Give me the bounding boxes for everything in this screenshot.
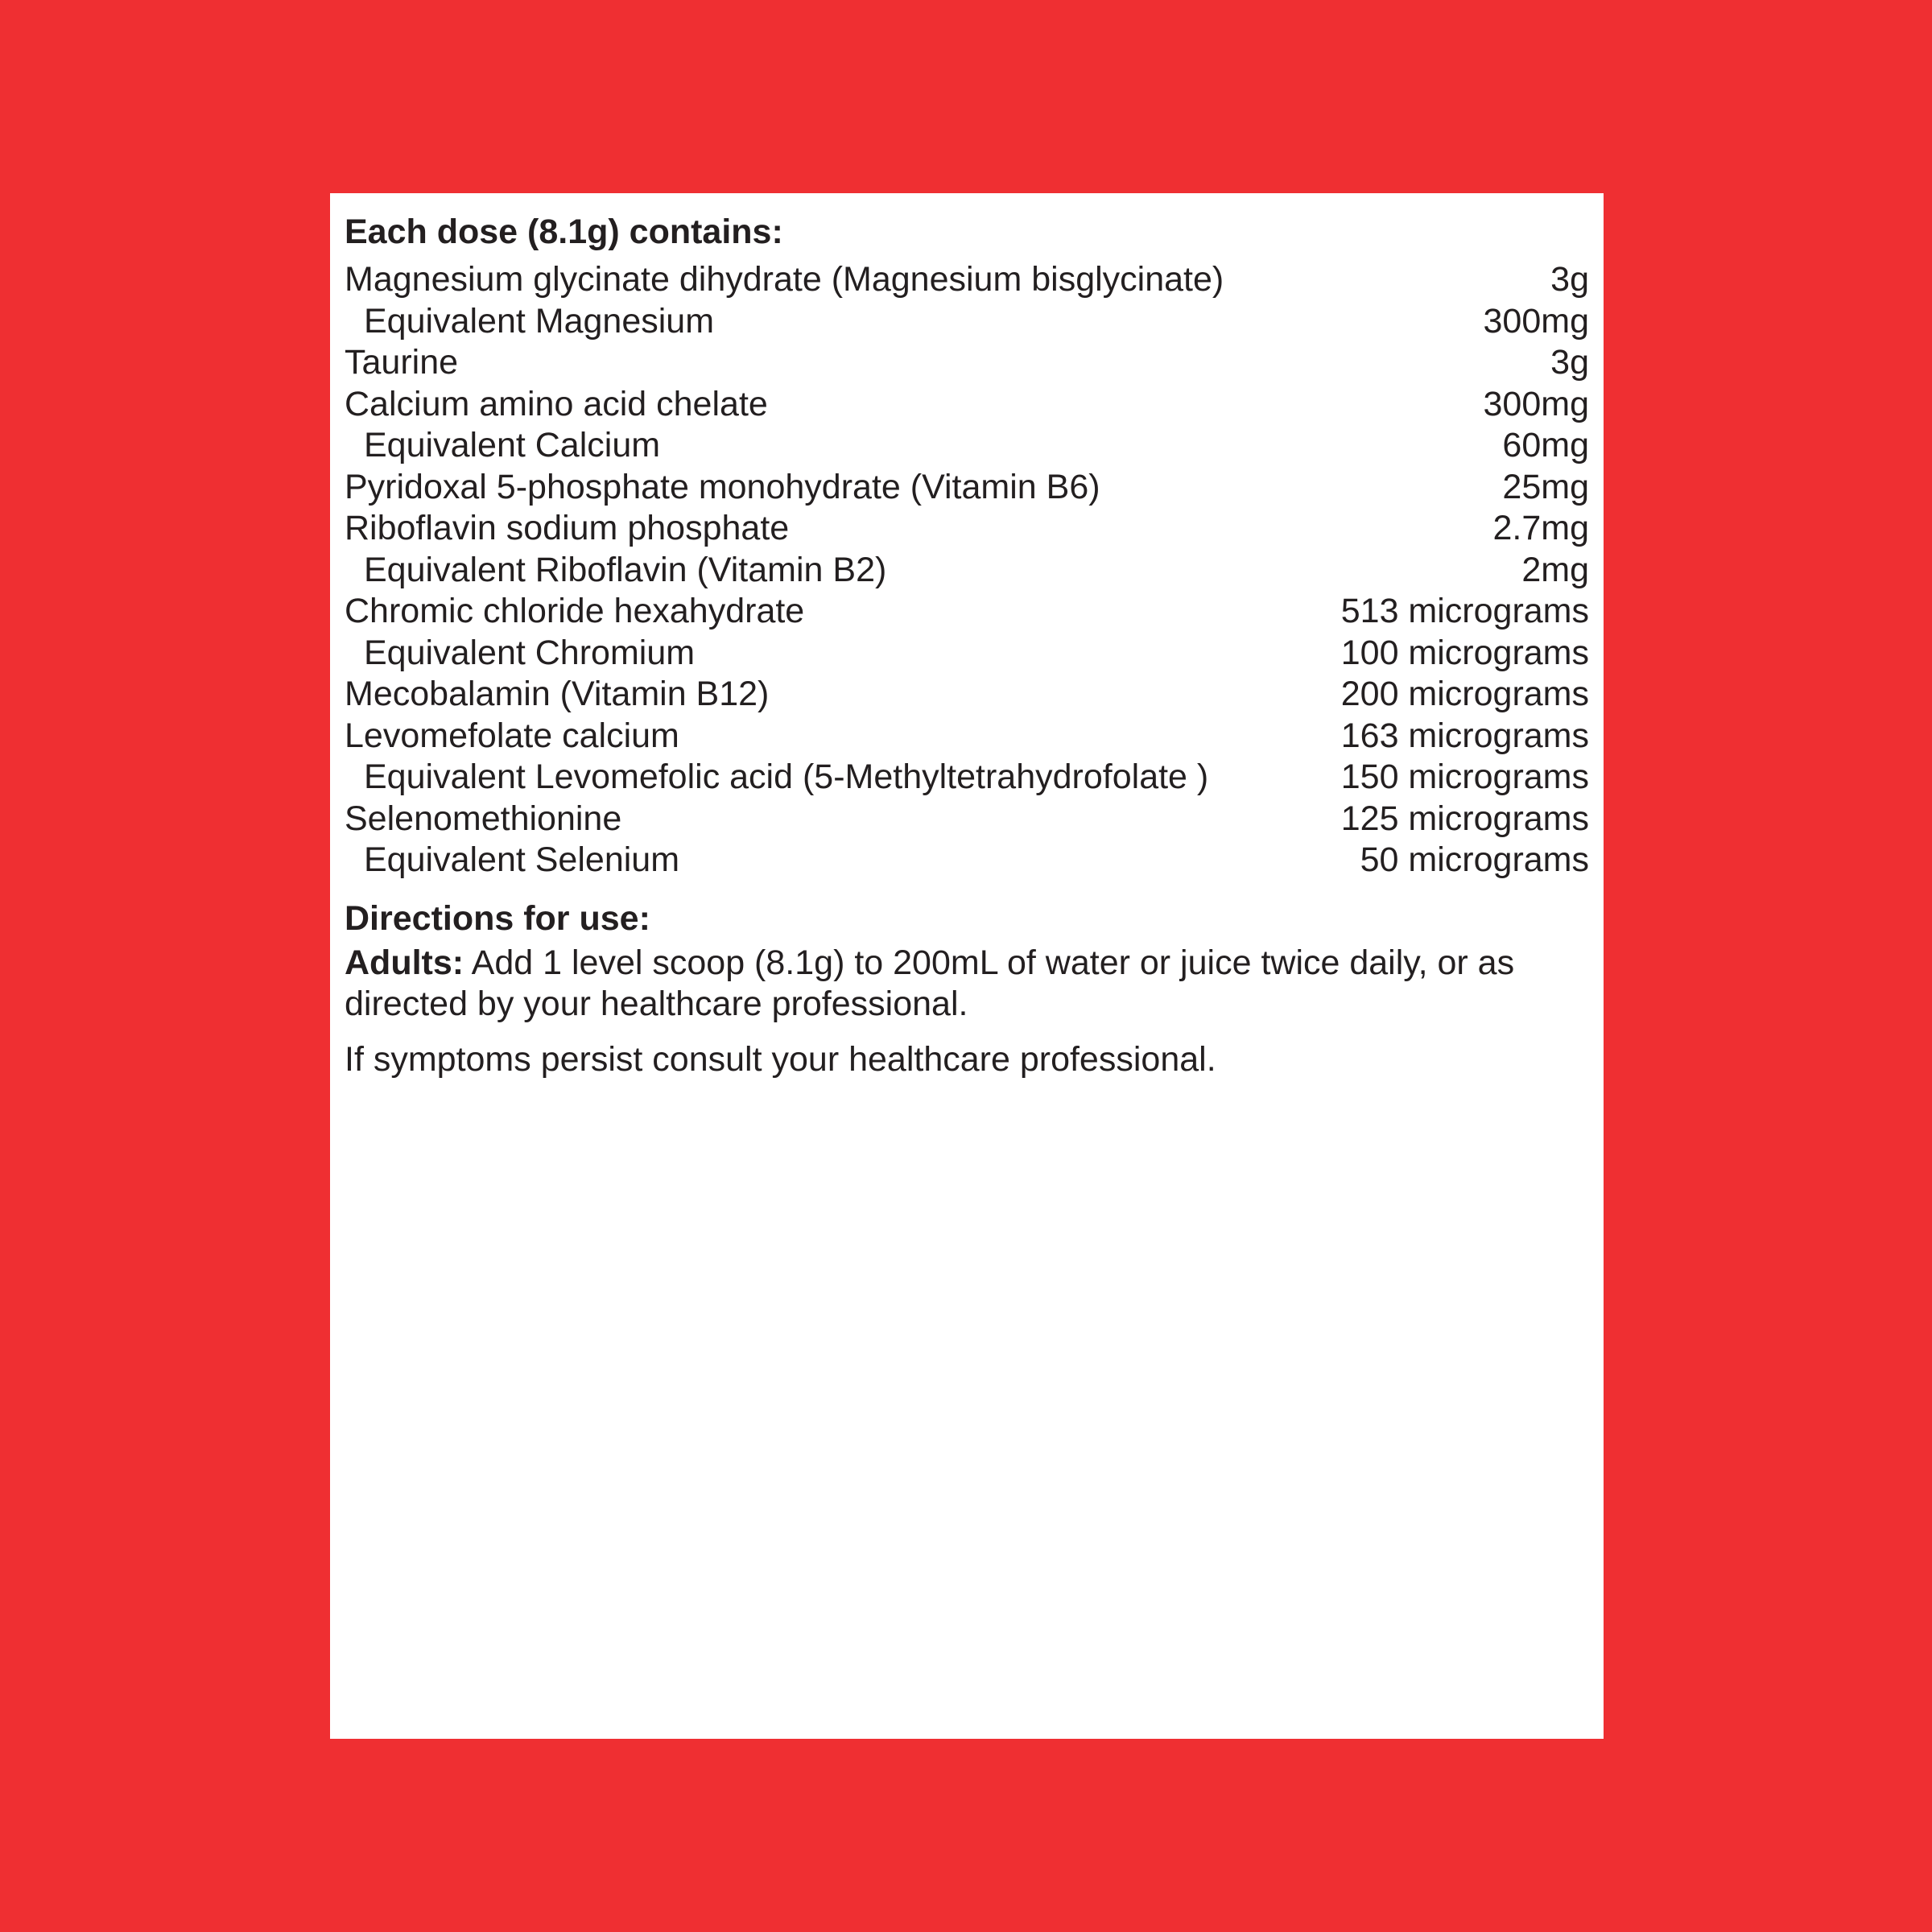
ingredient-row [345, 550, 1589, 592]
ingredient-row [345, 508, 1589, 550]
ingredient-amount: 150 micrograms [1340, 758, 1589, 796]
ingredient-name: Chromic chloride hexahydrate [345, 592, 805, 630]
ingredient-row [345, 674, 1589, 716]
ingredient-name: Pyridoxal 5-phosphate monohydrate (Vitamin B6) [345, 467, 1100, 506]
ingredient-name: Equivalent Chromium [364, 633, 696, 672]
directions-section [345, 894, 1589, 1080]
ingredient-row [345, 799, 1589, 840]
ingredient-name: Calcium amino acid chelate [345, 384, 768, 423]
dose-heading: Each dose (8.1g) contains: [345, 213, 783, 251]
ingredient-name: Selenomethionine [345, 799, 622, 838]
adults-directions [345, 943, 1589, 1025]
ingredient-name: Equivalent Selenium [364, 840, 680, 879]
ingredient-amount: 163 micrograms [1340, 716, 1589, 755]
ingredients-list [345, 259, 1589, 881]
ingredient-name: Riboflavin sodium phosphate [345, 509, 790, 547]
ingredient-name: Equivalent Levomefolic acid (5-Methyltetrahydrofolate ) [364, 758, 1209, 796]
ingredient-amount: 100 micrograms [1340, 633, 1589, 672]
ingredient-name: Equivalent Calcium [364, 426, 661, 464]
ingredient-row [345, 259, 1589, 301]
ingredient-amount: 25mg [1502, 467, 1589, 506]
warning-text: If symptoms persist consult your healthcare professional. [345, 1039, 1216, 1079]
ingredient-row [345, 840, 1589, 881]
ingredient-name: Equivalent Magnesium [364, 301, 715, 341]
adults-label: Adults: [345, 943, 464, 982]
ingredient-amount: 125 micrograms [1340, 799, 1589, 838]
ingredient-row [345, 384, 1589, 426]
ingredient-row [345, 467, 1589, 509]
ingredient-amount: 300mg [1483, 384, 1589, 423]
directions-heading: Directions for use: [345, 898, 650, 938]
ingredient-amount: 2mg [1521, 550, 1589, 589]
ingredient-row [345, 633, 1589, 675]
ingredient-name: Magnesium glycinate dihydrate (Magnesium bisglycinate) [345, 260, 1224, 299]
ingredient-name: Equivalent Riboflavin (Vitamin B2) [364, 550, 887, 589]
ingredient-row [345, 425, 1589, 467]
ingredient-name: Levomefolate calcium [345, 716, 679, 755]
ingredient-amount: 60mg [1502, 426, 1589, 464]
ingredient-amount: 2.7mg [1492, 509, 1589, 547]
ingredient-amount: 513 micrograms [1340, 592, 1589, 630]
ingredient-amount: 3g [1550, 343, 1589, 382]
ingredient-name: Mecobalamin (Vitamin B12) [345, 675, 770, 713]
ingredient-row [345, 716, 1589, 758]
label-panel [330, 193, 1604, 1739]
ingredient-row [345, 757, 1589, 799]
ingredient-amount: 200 micrograms [1340, 675, 1589, 713]
adults-text: Add 1 level scoop (8.1g) to 200mL of water or juice twice daily, or as directed by your healthcare professional. [345, 943, 1515, 1023]
ingredient-name: Taurine [345, 343, 459, 382]
ingredient-amount: 300mg [1483, 301, 1589, 341]
ingredient-row [345, 591, 1589, 633]
ingredient-row [345, 301, 1589, 343]
ingredient-amount: 50 micrograms [1360, 840, 1589, 879]
ingredient-amount: 3g [1550, 260, 1589, 299]
ingredient-row [345, 342, 1589, 384]
